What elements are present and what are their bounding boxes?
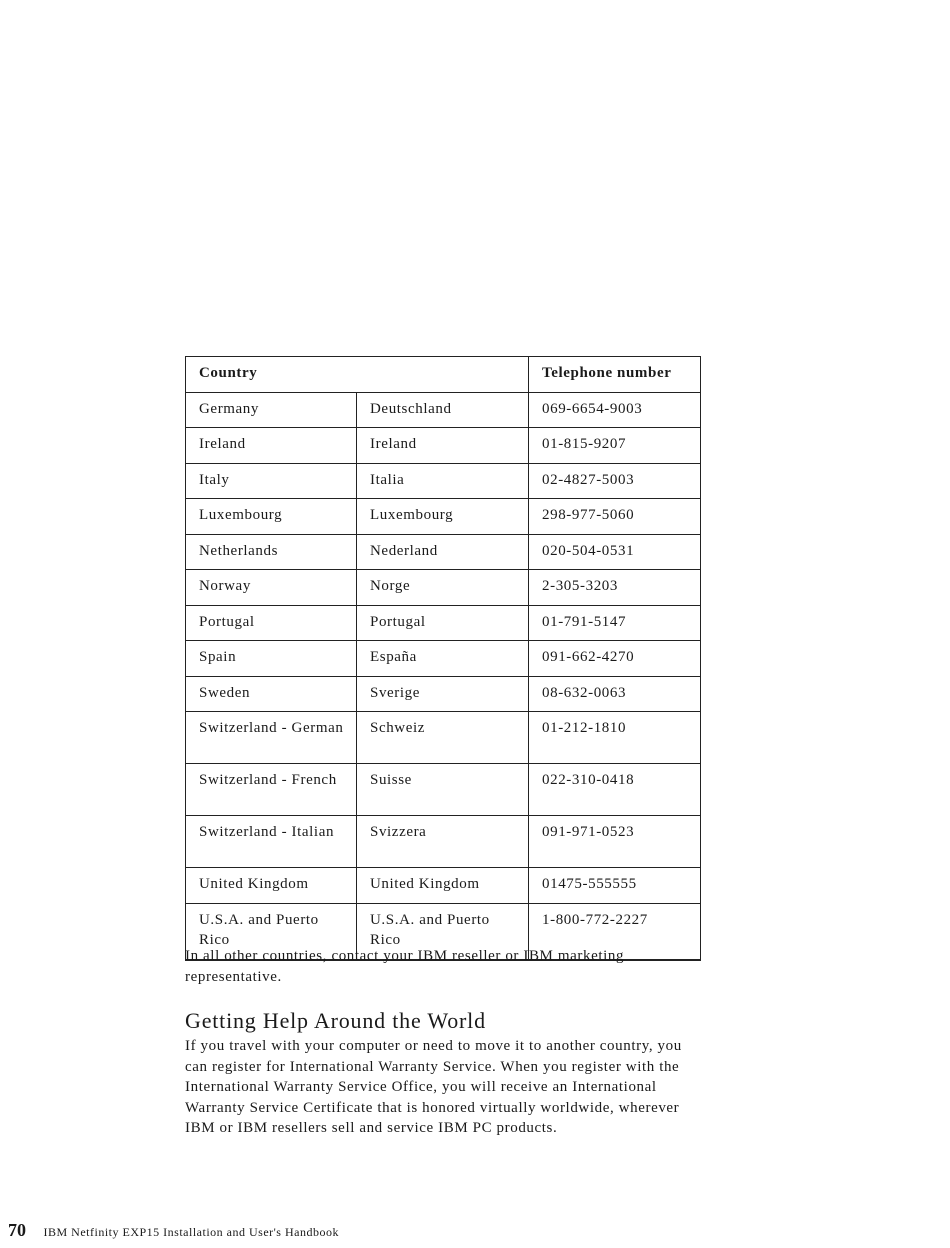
header-country: Country: [186, 357, 529, 393]
page-number: 70: [8, 1220, 26, 1240]
local-name-cell: Italia: [357, 463, 529, 499]
country-cell: U.S.A. and Puerto Rico: [186, 903, 357, 960]
country-cell: United Kingdom: [186, 868, 357, 904]
country-cell: Netherlands: [186, 534, 357, 570]
phone-cell: 08-632-0063: [529, 676, 701, 712]
section-body: If you travel with your computer or need to move it to another country, you can register for International Warranty Service. When you register with the International Warranty Service Office, you will receive an International Warranty Service Certificate that is honored virtually worldwide, wherever IBM or IBM resellers sell and service IBM PC products.: [185, 1038, 682, 1136]
phone-cell: 01-815-9207: [529, 428, 701, 464]
country-cell: Norway: [186, 570, 357, 606]
table-row: [186, 868, 701, 904]
country-cell: Italy: [186, 463, 357, 499]
header-telephone: Telephone number: [529, 357, 701, 393]
table-row: [186, 463, 701, 499]
table-row: [186, 764, 701, 816]
local-name-cell: Suisse: [357, 764, 529, 816]
country-cell: Germany: [186, 392, 357, 428]
telephone-table: [185, 356, 701, 961]
table-row: [186, 816, 701, 868]
table-row: [186, 499, 701, 535]
local-name-cell: Deutschland: [357, 392, 529, 428]
table-row: [186, 676, 701, 712]
country-cell: Sweden: [186, 676, 357, 712]
local-name-cell: Luxembourg: [357, 499, 529, 535]
local-name-cell: Nederland: [357, 534, 529, 570]
country-cell: Switzerland - German: [186, 712, 357, 764]
table-row: [186, 712, 701, 764]
table-header-row: [186, 357, 701, 393]
local-name-cell: Norge: [357, 570, 529, 606]
table-row: [186, 605, 701, 641]
book-title: IBM Netfinity EXP15 Installation and User's Handbook: [43, 1225, 339, 1239]
phone-cell: 022-310-0418: [529, 764, 701, 816]
phone-cell: 02-4827-5003: [529, 463, 701, 499]
phone-cell: 069-6654-9003: [529, 392, 701, 428]
other-countries-note: In all other countries, contact your IBM reseller or IBM marketing representative.: [185, 948, 625, 985]
country-cell: Spain: [186, 641, 357, 677]
country-cell: Switzerland - French: [186, 764, 357, 816]
phone-cell: 091-662-4270: [529, 641, 701, 677]
local-name-cell: Portugal: [357, 605, 529, 641]
country-cell: Luxembourg: [186, 499, 357, 535]
phone-cell: 01475-555555: [529, 868, 701, 904]
phone-cell: 091-971-0523: [529, 816, 701, 868]
phone-cell: 01-791-5147: [529, 605, 701, 641]
phone-cell: 1-800-772-2227: [529, 903, 701, 960]
page-footer: [8, 1220, 339, 1241]
table-row: [186, 392, 701, 428]
phone-cell: 2-305-3203: [529, 570, 701, 606]
country-cell: Portugal: [186, 605, 357, 641]
table-row: [186, 534, 701, 570]
local-name-cell: United Kingdom: [357, 868, 529, 904]
table-row: [186, 570, 701, 606]
table-row: [186, 428, 701, 464]
local-name-cell: Svizzera: [357, 816, 529, 868]
country-cell: Switzerland - Italian: [186, 816, 357, 868]
table-row: [186, 641, 701, 677]
phone-cell: 020-504-0531: [529, 534, 701, 570]
local-name-cell: U.S.A. and Puerto Rico: [357, 903, 529, 960]
local-name-cell: España: [357, 641, 529, 677]
country-cell: Ireland: [186, 428, 357, 464]
phone-cell: 298-977-5060: [529, 499, 701, 535]
local-name-cell: Ireland: [357, 428, 529, 464]
phone-cell: 01-212-1810: [529, 712, 701, 764]
section-heading: Getting Help Around the World: [185, 1008, 486, 1033]
local-name-cell: Sverige: [357, 676, 529, 712]
local-name-cell: Schweiz: [357, 712, 529, 764]
